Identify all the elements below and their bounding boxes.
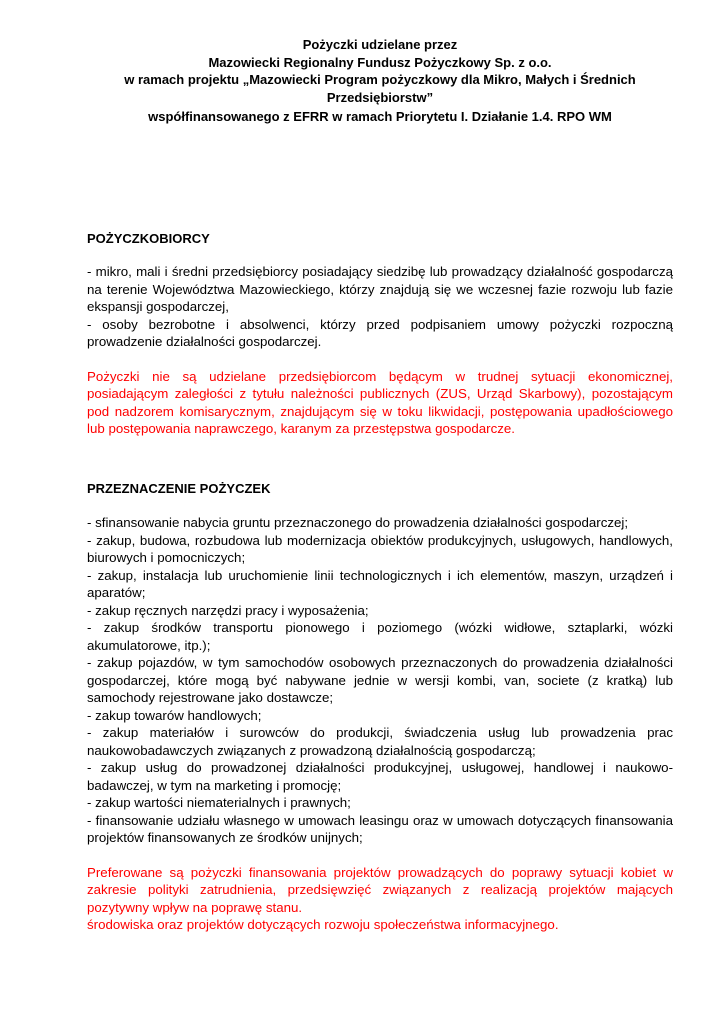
purpose-preference-note — [87, 864, 673, 934]
borrowers-list — [87, 263, 673, 351]
title-line-2: Mazowiecki Regionalny Fundusz Pożyczkowy Sp. z o.o. — [208, 54, 552, 70]
title-line-1: Pożyczki udzielane przez — [302, 37, 458, 52]
section-heading-borrowers: POŻYCZKOBIORCY — [87, 230, 210, 246]
title-line-4: Przedsiębiorstw” — [326, 89, 434, 105]
list-item: - sfinansowanie nabycia gruntu przeznaczonego do prowadzenia działalności gospodarczej; — [87, 515, 629, 530]
list-item: - zakup środków transportu pionowego i poziomego (wózki widłowe, sztaplarki, wózki akumulatorowe, itp.); — [87, 620, 673, 653]
title-line-3: w ramach projektu „Mazowiecki Program pożyczkowy dla Mikro, Małych i Średnich — [124, 72, 636, 87]
preference-note-line: środowiska oraz projektów dotyczących rozwoju społeczeństwa informacyjnego. — [87, 917, 559, 932]
purpose-list — [87, 514, 673, 847]
title-line-5: współfinansowanego z EFRR w ramach Priorytetu I. Działanie 1.4. RPO WM — [148, 109, 612, 124]
list-item: - zakup ręcznych narzędzi pracy i wyposażenia; — [87, 602, 369, 618]
list-item: - finansowanie udziału własnego w umowach leasingu oraz w umowach dotyczących finansowania projektów finansowanych ze środków unijnych; — [87, 812, 673, 845]
list-item: - mikro, mali i średni przedsiębiorcy posiadający siedzibę lub prowadzący działalność gospodarczą na terenie Województwa Mazowieckiego, którzy znajdują się we wczesnej fazie rozwoju lub fazie ekspansji gospodarczej, — [87, 264, 673, 314]
list-item: - zakup wartości niematerialnych i prawnych; — [87, 795, 351, 810]
list-item: - zakup, budowa, rozbudowa lub modernizacja obiektów produkcyjnych, usługowych, handlowych, biurowych i pomocniczych; — [87, 532, 673, 565]
list-item: - zakup pojazdów, w tym samochodów osobowych przeznaczonych do prowadzenia działalności gospodarczej, które mogą być nabywane jednie w wersji kombi, van, societe (z kratką) lub samochody rejestrowane jako dostawcze; — [87, 655, 673, 705]
borrowers-exclusion-note: Pożyczki nie są udzielane przedsiębiorcom będącym w trudnej sytuacji ekonomicznej, posiadającym zaległości z tytułu należności publicznych (ZUS, Urząd Skarbowy), pozostającym pod nadzorem komisarycznym, znajdującym się w toku likwidacji, postępowania upadłościowego lub postępowania naprawczego, karanym za przestępstwa gospodarcze. — [87, 368, 673, 436]
list-item: - zakup towarów handlowych; — [87, 707, 262, 723]
list-item: - zakup usług do prowadzonej działalności produkcyjnej, usługowej, handlowej i naukowo-badawczej, w tym na marketing i promocję; — [87, 760, 673, 793]
list-item: - zakup, instalacja lub uruchomienie linii technologicznych i ich elementów, maszyn, urządzeń i aparatów; — [87, 567, 673, 600]
list-item: - osoby bezrobotne i absolwenci, którzy przed podpisaniem umowy pożyczki rozpoczną prowadzenie działalności gospodarczej. — [87, 316, 673, 349]
document-title — [87, 36, 673, 126]
list-item: - zakup materiałów i surowców do produkcji, świadczenia usług lub prowadzenia prac naukowobadawczych związanych z prowadzoną działalnością gospodarczą; — [87, 725, 673, 758]
preference-note-line: Preferowane są pożyczki finansowania projektów prowadzących do poprawy sytuacji kobiet w zakresie polityki zatrudnienia, przedsięwzięć związanych z realizacją projektów mających pozytywny wpływ na poprawę stanu. — [87, 864, 673, 915]
section-heading-purpose: PRZEZNACZENIE POŻYCZEK — [87, 480, 271, 496]
